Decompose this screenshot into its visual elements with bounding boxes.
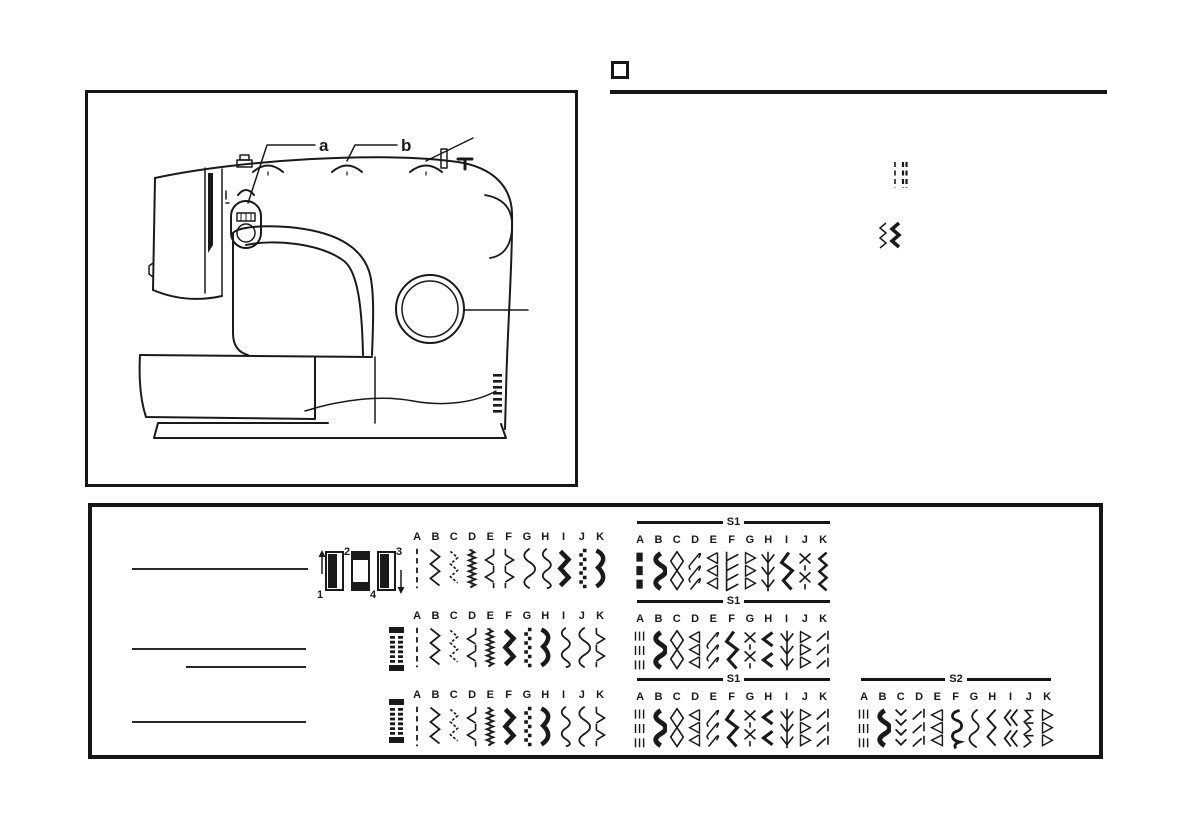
thread-guide-domes (253, 166, 442, 173)
group-label-text: S1 (726, 595, 741, 607)
stitch-column (408, 609, 426, 670)
stitch-column-letter: A (413, 531, 422, 543)
stitch-column (983, 690, 1001, 751)
stitch-column-letter: K (819, 613, 828, 625)
feather-tree-stitch-icon (778, 628, 796, 673)
stitch-column-letter: E (486, 610, 494, 622)
stitch-column (704, 533, 722, 594)
stitch-column (814, 690, 832, 751)
stitch-column (631, 533, 649, 594)
wave-small-stitch-icon (555, 704, 573, 749)
callout-a-line (248, 145, 315, 203)
bar-dash-bold-stitch-icon (631, 549, 649, 594)
stitch-column-letter: I (561, 689, 566, 701)
stitch-column (1038, 690, 1056, 751)
check-zigzag-stitch-icon (518, 625, 536, 670)
stitch-column-letter: G (745, 691, 755, 703)
satin-zigzag-bold-stitch-icon (500, 704, 518, 749)
stitch-column (796, 612, 814, 673)
stitch-column-letter: H (541, 531, 550, 543)
blindhem-left-stitch-icon (481, 546, 499, 591)
stitch-column-letter: E (709, 534, 717, 546)
stitch-column (631, 690, 649, 751)
stitch-column (463, 530, 481, 591)
stitch-column-letter: H (541, 610, 550, 622)
stitch-column-letter: C (449, 610, 458, 622)
stitch-column (536, 530, 554, 591)
satin-wave-bold-stitch-icon (873, 706, 891, 751)
stretch-squiggle-stitch-icon (463, 546, 481, 591)
buttonhole-step-2: 2 (344, 546, 351, 558)
buttonhole-1step-icon (388, 626, 405, 672)
stitch-column-letter: A (413, 689, 422, 701)
stitch-column (741, 612, 759, 673)
stitch-group (631, 612, 832, 673)
stitch-column (445, 688, 463, 749)
wave-open-stitch-icon (518, 546, 536, 591)
stitch-column (426, 688, 444, 749)
stitch-column (704, 612, 722, 673)
stitch-column (426, 609, 444, 670)
stitch-group-label (637, 673, 830, 686)
lightning-bold-stitch-icon (723, 706, 741, 751)
stitch-column-letter: K (819, 691, 828, 703)
check-zigzag-stitch-icon (573, 546, 591, 591)
stitch-column (722, 533, 740, 594)
stitch-column (536, 688, 554, 749)
double-chevron-stitch-icon (1002, 706, 1020, 751)
stitch-column (741, 533, 759, 594)
stitch-column-letter: C (896, 691, 905, 703)
stitch-group (631, 533, 832, 594)
triangles-left-stitch-icon (928, 706, 946, 751)
stitch-column-letter: C (672, 691, 681, 703)
chevron-bold-stitch-icon (759, 706, 777, 751)
stitch-column-letter: A (413, 610, 422, 622)
stitch-column-letter: D (468, 531, 477, 543)
stitch-column-letter: F (728, 613, 735, 625)
stitch-column (463, 609, 481, 670)
pattern-selector-dial (396, 275, 464, 343)
stitch-column-letter: G (745, 613, 755, 625)
stitch-column-letter: A (636, 613, 645, 625)
slant-T-stitch-icon (910, 706, 928, 751)
blindhem-right-stitch-icon (591, 704, 609, 749)
stitch-column-letter: F (728, 534, 735, 546)
curl-zigzag-stitch-icon (686, 549, 704, 594)
stitch-column (573, 609, 591, 670)
stitch-column (759, 533, 777, 594)
angular-s-stitch-icon (1020, 706, 1038, 751)
stitch-column-letter: B (431, 610, 440, 622)
stitch-column-letter: C (449, 531, 458, 543)
zigzag-dash-stitch-icon (445, 546, 463, 591)
stitch-column (445, 609, 463, 670)
triangle-right-bar-stitch-icon (1038, 706, 1056, 751)
straight-dash-stitch-icon (408, 625, 426, 670)
stitch-column (668, 612, 686, 673)
stitch-column-letter: F (505, 689, 512, 701)
straight-dash-stitch-icon (408, 704, 426, 749)
chevron-thin-stitch-icon (983, 706, 1001, 751)
stitch-column-letter: K (1043, 691, 1052, 703)
stitch-column-letter: A (636, 691, 645, 703)
stitch-column (722, 690, 740, 751)
stitch-column-letter: J (578, 531, 585, 543)
stitch-column (686, 533, 704, 594)
stitch-column-letter: H (764, 613, 773, 625)
stitch-column (704, 690, 722, 751)
stitch-column (591, 609, 609, 670)
stitch-column (591, 688, 609, 749)
triangle-right-bar-stitch-icon (796, 628, 814, 673)
stitch-column (536, 609, 554, 670)
stitch-column-letter: I (784, 691, 789, 703)
curvy-s-bold-stitch-icon (947, 706, 965, 751)
stitch-column-letter: K (596, 689, 605, 701)
stitch-column-letter: I (561, 531, 566, 543)
stitch-column (481, 688, 499, 749)
wave-open-stitch-icon (573, 625, 591, 670)
triple-lines-stitch-icon (631, 628, 649, 673)
stitch-column-letter: C (672, 534, 681, 546)
stitch-column (554, 530, 572, 591)
stitch-column-letter: D (691, 613, 700, 625)
straight-dash-stitch-icon (408, 546, 426, 591)
stitch-column-letter: G (522, 531, 532, 543)
overlock-left-stitch-icon (686, 706, 704, 751)
overlock-left-stitch-icon (704, 549, 722, 594)
stitch-column (426, 530, 444, 591)
stitch-column (499, 609, 517, 670)
stitch-column-letter: E (709, 691, 717, 703)
stitch-column-letter: D (691, 534, 700, 546)
diamonds-stitch-icon (668, 628, 686, 673)
vent-grille (493, 374, 502, 413)
stitch-column (855, 690, 873, 751)
stitch-column-letter: B (431, 531, 440, 543)
stitch-column-letter: J (1025, 691, 1032, 703)
stitch-column (408, 530, 426, 591)
stitch-column (777, 612, 795, 673)
stitch-column-letter: J (801, 691, 808, 703)
chevron-bold-stitch-icon (759, 628, 777, 673)
blindhem-right-stitch-icon (500, 546, 518, 591)
stitch-column (777, 533, 795, 594)
stitch-column (759, 612, 777, 673)
buttonhole-step-3: 3 (396, 546, 403, 558)
straight-stitch-pair-icon (891, 161, 909, 189)
stitch-column-letter: K (596, 531, 605, 543)
stitch-column (668, 690, 686, 751)
zigzag-stitch-icon (426, 704, 444, 749)
triple-lines-stitch-icon (631, 706, 649, 751)
stitch-column (946, 690, 964, 751)
stitch-column-letter: B (654, 613, 663, 625)
slant-bar-stitch-icon (723, 549, 741, 594)
stitch-column-letter: I (1008, 691, 1013, 703)
stitch-column-letter: D (691, 691, 700, 703)
triangle-right-bar-stitch-icon (741, 549, 759, 594)
stitch-column-letter: H (764, 534, 773, 546)
wave-small-stitch-icon (555, 625, 573, 670)
blindhem-left-stitch-icon (463, 625, 481, 670)
stitch-column-letter: B (654, 534, 663, 546)
stitch-column-letter: K (596, 610, 605, 622)
stitch-column (518, 609, 536, 670)
stitch-column (573, 530, 591, 591)
stitch-column-letter: I (784, 613, 789, 625)
overlock-left-stitch-icon (686, 628, 704, 673)
zigzag-stitch-icon (426, 625, 444, 670)
feather-tree-stitch-icon (778, 706, 796, 751)
stitch-column-letter: K (819, 534, 828, 546)
stitch-column-letter: G (969, 691, 979, 703)
sewing-machine-drawing (88, 93, 575, 484)
stitch-column (499, 688, 517, 749)
diamonds-stitch-icon (668, 549, 686, 594)
stitch-column-letter: G (522, 689, 532, 701)
callout-b-label: b (401, 136, 412, 155)
buttonhole-step-1: 1 (317, 589, 324, 600)
stitch-column-letter: E (709, 613, 717, 625)
stitch-group (408, 609, 609, 670)
stitch-column-letter: D (915, 691, 924, 703)
stitch-column (686, 612, 704, 673)
satin-wave-bold-stitch-icon (649, 549, 667, 594)
stitch-column-letter: I (561, 610, 566, 622)
stitch-column-letter: E (933, 691, 941, 703)
elastic-zigzag-stitch-icon (814, 549, 832, 594)
stitch-column-letter: A (636, 534, 645, 546)
stitch-column (649, 612, 667, 673)
stitch-group-label (637, 516, 830, 529)
stitch-column (463, 688, 481, 749)
stitch-column (741, 690, 759, 751)
stitch-column (554, 609, 572, 670)
stitch-column (499, 530, 517, 591)
stitch-column-letter: B (431, 689, 440, 701)
scallop-bold-stitch-icon (536, 704, 554, 749)
stitch-column-letter: B (654, 691, 663, 703)
cross-dash-stitch-icon (741, 706, 759, 751)
arrows-down-stitch-icon (892, 706, 910, 751)
curl-zigzag-stitch-icon (704, 706, 722, 751)
stitch-column (1001, 690, 1019, 751)
stitch-column (649, 533, 667, 594)
stitch-column (518, 688, 536, 749)
wave-open-stitch-icon (573, 704, 591, 749)
stitch-column-letter: J (801, 613, 808, 625)
blank-label-line (186, 666, 306, 668)
section-marker-square-icon (611, 61, 629, 79)
wave-small-stitch-icon (536, 546, 554, 591)
stitch-column-letter: A (860, 691, 869, 703)
satin-zigzag-bold-stitch-icon (555, 546, 573, 591)
group-label-text: S2 (949, 673, 963, 685)
stitch-column (554, 688, 572, 749)
stitch-column-letter: B (878, 691, 887, 703)
blank-label-line (132, 721, 306, 723)
cross-dash-stitch-icon (796, 549, 814, 594)
stitch-column (777, 690, 795, 751)
lightning-bold-stitch-icon (723, 628, 741, 673)
stitch-column-letter: C (449, 689, 458, 701)
feather-tree-stitch-icon (759, 549, 777, 594)
triple-lines-stitch-icon (855, 706, 873, 751)
stitch-column (796, 690, 814, 751)
callout-b-line (347, 145, 397, 161)
zigzag-dash-stitch-icon (445, 704, 463, 749)
stitch-column (814, 533, 832, 594)
stitch-column-letter: J (801, 534, 808, 546)
slant-T-stitch-icon (814, 628, 832, 673)
buttonhole-1step-icon (388, 698, 405, 744)
stitch-column (796, 533, 814, 594)
lightning-bold-stitch-icon (778, 549, 796, 594)
stitch-column (928, 690, 946, 751)
stitch-column-letter: F (952, 691, 959, 703)
stitch-group (408, 688, 609, 749)
stitch-column (573, 688, 591, 749)
buttonhole-4step-icon (316, 544, 406, 600)
buttonhole-step-4: 4 (370, 589, 377, 600)
group-label-text: S1 (726, 673, 741, 685)
stitch-column-letter: E (486, 689, 494, 701)
stitch-column (649, 690, 667, 751)
stitch-column-letter: F (505, 610, 512, 622)
diamonds-stitch-icon (668, 706, 686, 751)
cross-dash-stitch-icon (741, 628, 759, 673)
stitch-column-letter: J (578, 610, 585, 622)
stitch-column (892, 690, 910, 751)
satin-zigzag-bold-stitch-icon (500, 625, 518, 670)
stitch-column (722, 612, 740, 673)
stitch-column (445, 530, 463, 591)
stitch-column-letter: G (745, 534, 755, 546)
blank-label-line (132, 648, 306, 650)
callout-a-label: a (319, 136, 329, 155)
section-divider-rule (610, 90, 1107, 94)
scallop-bold-stitch-icon (536, 625, 554, 670)
satin-wave-bold-stitch-icon (649, 628, 667, 673)
open-curve-stitch-icon (965, 706, 983, 751)
zigzag-stitch-icon (426, 546, 444, 591)
stitch-column (408, 688, 426, 749)
stitch-column (591, 530, 609, 591)
stitch-column (759, 690, 777, 751)
stitch-column (873, 690, 891, 751)
stitch-column (910, 690, 928, 751)
stitch-group-label (637, 595, 830, 608)
stitch-column-letter: G (522, 610, 532, 622)
stitch-column-letter: I (784, 534, 789, 546)
stitch-group (631, 690, 832, 751)
group-label-text: S1 (726, 516, 741, 528)
stitch-column (518, 530, 536, 591)
stitch-group-label (861, 673, 1051, 686)
stitch-column-letter: D (468, 610, 477, 622)
blindhem-left-stitch-icon (463, 704, 481, 749)
stretch-squiggle-stitch-icon (481, 704, 499, 749)
stitch-column (631, 612, 649, 673)
triangle-right-bar-stitch-icon (796, 706, 814, 751)
slant-T-stitch-icon (814, 706, 832, 751)
stitch-column (481, 530, 499, 591)
zigzag-dash-stitch-icon (445, 625, 463, 670)
blank-label-line (132, 568, 308, 570)
zigzag-stitch-pair-icon (879, 221, 903, 251)
stitch-column (965, 690, 983, 751)
stitch-group (408, 530, 609, 591)
scallop-bold-stitch-icon (591, 546, 609, 591)
stitch-column (1020, 690, 1038, 751)
stitch-column-letter: H (988, 691, 997, 703)
curl-zigzag-stitch-icon (704, 628, 722, 673)
satin-wave-bold-stitch-icon (649, 706, 667, 751)
stitch-column-letter: D (468, 689, 477, 701)
stitch-column (814, 612, 832, 673)
stitch-column (686, 690, 704, 751)
handwheel (485, 195, 512, 258)
stitch-column-letter: H (541, 689, 550, 701)
check-zigzag-stitch-icon (518, 704, 536, 749)
stitch-column-letter: J (578, 689, 585, 701)
stitch-column (481, 609, 499, 670)
blindhem-right-stitch-icon (591, 625, 609, 670)
stitch-column-letter: H (764, 691, 773, 703)
stitch-column (668, 533, 686, 594)
stitch-column-letter: C (672, 613, 681, 625)
stitch-group (855, 690, 1056, 751)
stitch-column-letter: F (728, 691, 735, 703)
stretch-squiggle-stitch-icon (481, 625, 499, 670)
stitch-column-letter: F (505, 531, 512, 543)
stitch-column-letter: E (486, 531, 494, 543)
